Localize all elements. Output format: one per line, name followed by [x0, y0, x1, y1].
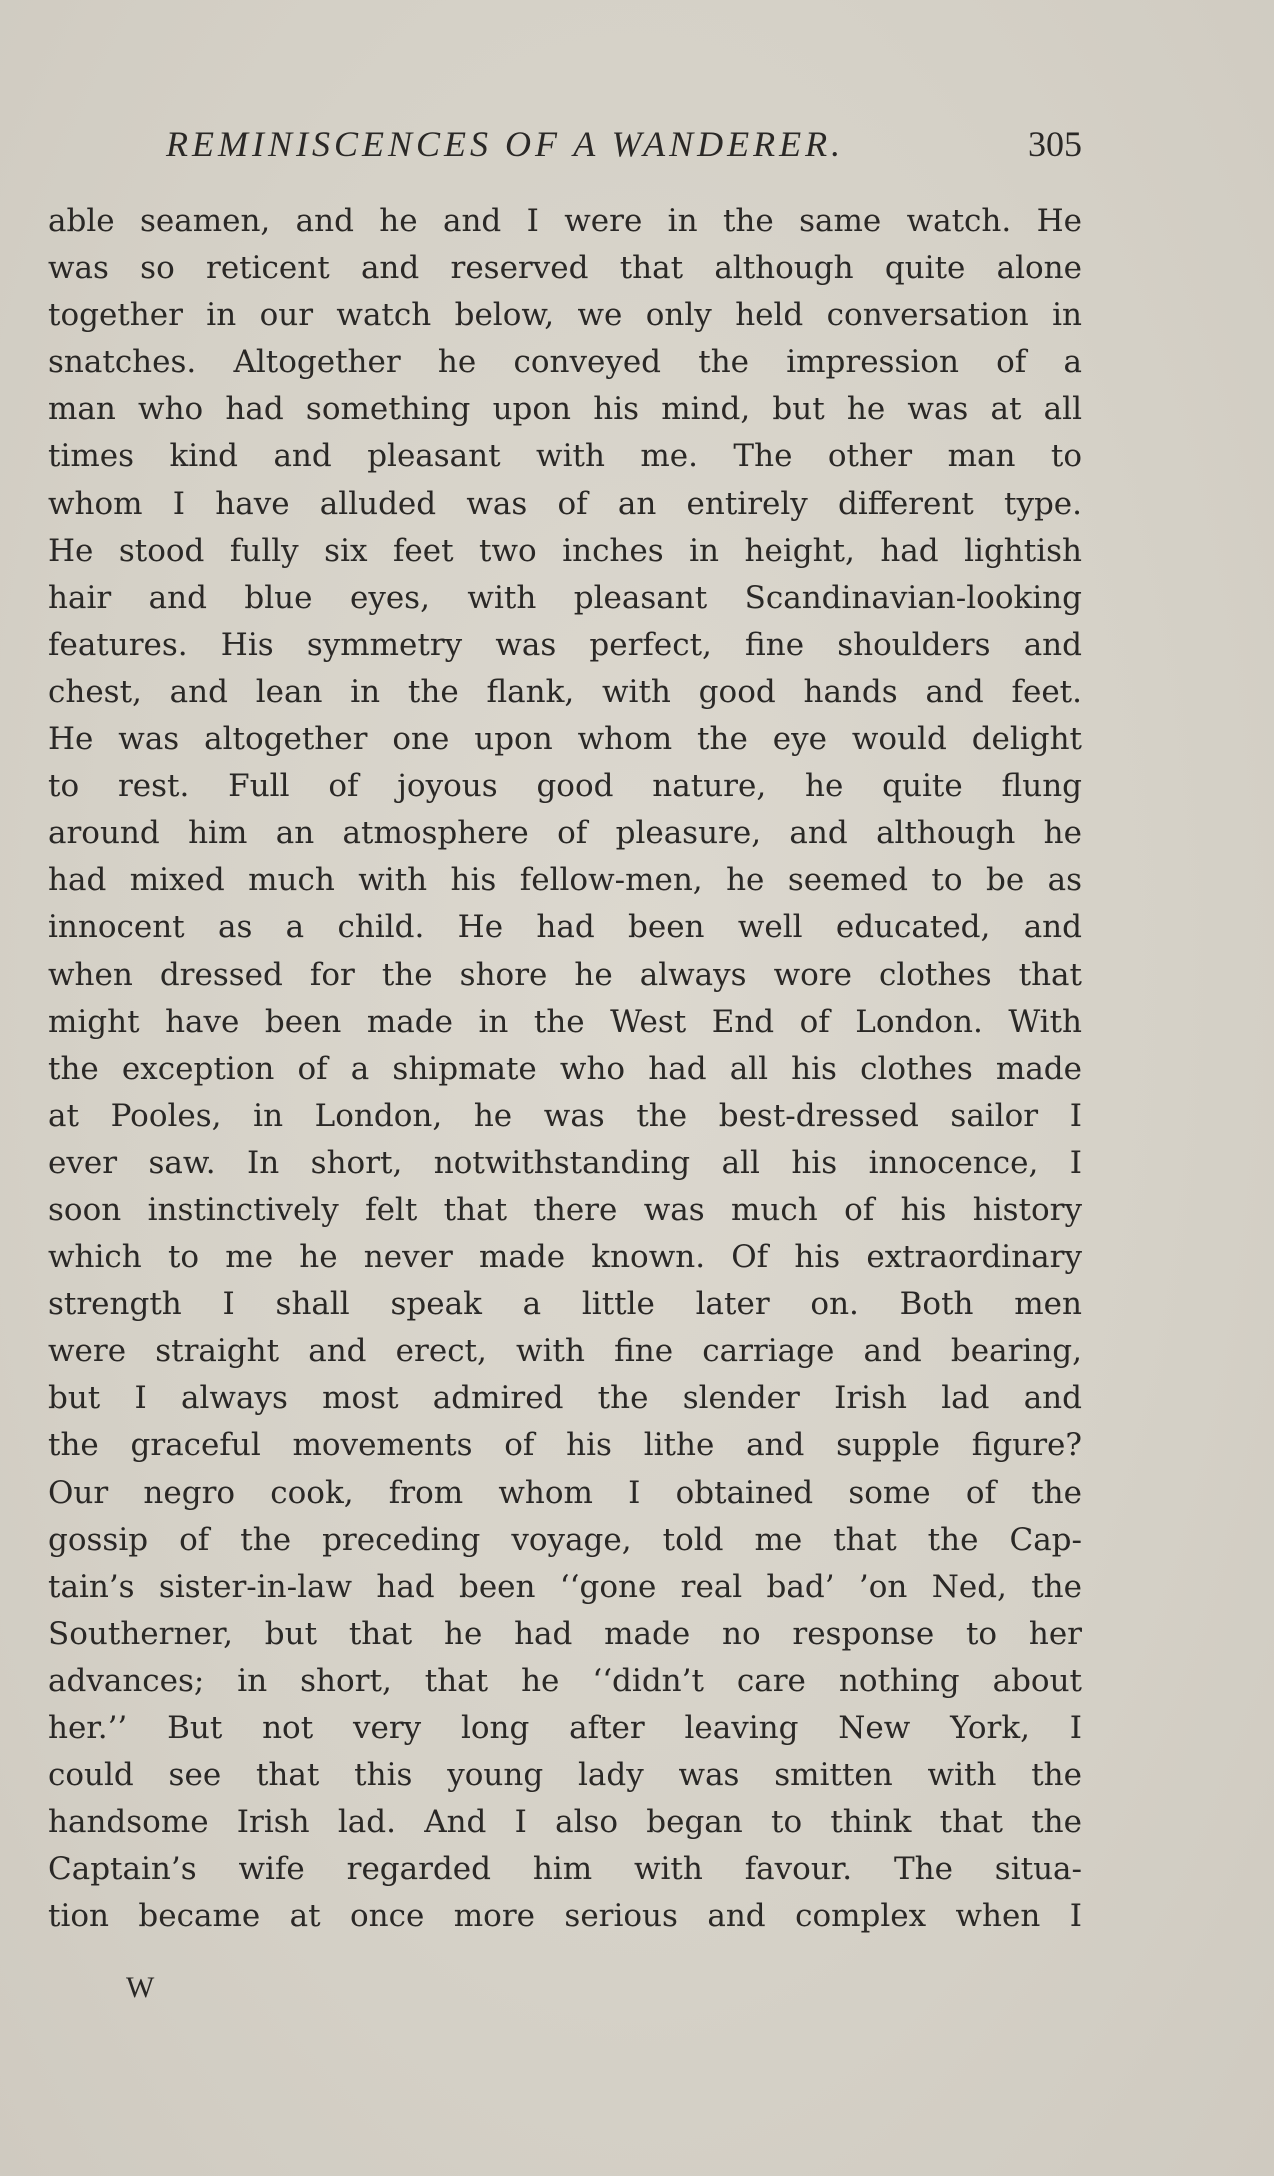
text-line: soon instinctively felt that there was much of his history	[48, 1191, 1082, 1228]
text-line: strength I shall speak a little later on. Both men	[48, 1286, 1082, 1323]
text-line: times kind and pleasant with me. The other man to	[48, 438, 1082, 475]
text-line: had mixed much with his fellow-men, he seemed to be as	[48, 862, 1082, 899]
text-line: innocent as a child. He had been well educated, and	[48, 909, 1082, 946]
text-line: man who had something upon his mind, but he was at all	[48, 391, 1082, 428]
text-line: Captain’s wife regarded him with favour. The situa-	[48, 1851, 1082, 1888]
text-line: at Pooles, in London, he was the best-dressed sailor I	[48, 1097, 1082, 1134]
text-line: the exception of a shipmate who had all his clothes made	[48, 1050, 1082, 1087]
text-line: tion became at once more serious and complex when I	[48, 1898, 1082, 1935]
text-line: Our negro cook, from whom I obtained some of the	[48, 1474, 1082, 1511]
text-line: the graceful movements of his lithe and supple figure?	[48, 1427, 1082, 1464]
text-line: which to me he never made known. Of his extraordinary	[48, 1239, 1082, 1276]
text-line: together in our watch below, we only held conversation in	[48, 297, 1082, 334]
text-line: features. His symmetry was perfect, fine shoulders and	[48, 626, 1082, 663]
text-line: able seamen, and he and I were in the same watch. He	[48, 203, 1082, 239]
text-line: hair and blue eyes, with pleasant Scandinavian-looking	[48, 579, 1082, 616]
text-line: advances; in short, that he ‘‘didn’t care nothing about	[48, 1662, 1082, 1699]
body-text	[48, 198, 1082, 1940]
text-line: but I always most admired the slender Irish lad and	[48, 1380, 1082, 1417]
signature-mark: W	[126, 1971, 155, 2004]
text-line: whom I have alluded was of an entirely different type.	[48, 485, 1082, 522]
text-line: chest, and lean in the flank, with good hands and feet.	[48, 673, 1082, 710]
text-line: around him an atmosphere of pleasure, and although he	[48, 815, 1082, 852]
text-line: Southerner, but that he had made no response to her	[48, 1615, 1082, 1652]
text-line: when dressed for the shore he always wore clothes that	[48, 956, 1082, 993]
text-line: tain’s sister-in-law had been ‘‘gone real bad’ ’on Ned, the	[48, 1568, 1082, 1605]
text-line: ever saw. In short, notwithstanding all his innocence, I	[48, 1144, 1082, 1181]
text-line: He stood fully six feet two inches in height, had lightish	[48, 532, 1082, 569]
text-line: gossip of the preceding voyage, told me that the Cap-	[48, 1521, 1082, 1558]
text-line: might have been made in the West End of London. With	[48, 1003, 1082, 1040]
running-head	[48, 120, 1082, 168]
text-line: could see that this young lady was smitten with the	[48, 1757, 1082, 1794]
page-number: 305	[1028, 124, 1082, 164]
text-line: He was altogether one upon whom the eye would delight	[48, 721, 1082, 758]
text-line: were straight and erect, with fine carriage and bearing,	[48, 1333, 1082, 1370]
text-line: handsome Irish lad. And I also began to think that the	[48, 1804, 1082, 1841]
text-line: her.’’ But not very long after leaving New York, I	[48, 1710, 1082, 1746]
text-line: snatches. Altogether he conveyed the impression of a	[48, 344, 1082, 381]
text-line: was so reticent and reserved that although quite alone	[48, 250, 1082, 287]
running-title: REMINISCENCES OF A WANDERER.	[166, 124, 845, 164]
text-line: to rest. Full of joyous good nature, he quite flung	[48, 768, 1082, 805]
